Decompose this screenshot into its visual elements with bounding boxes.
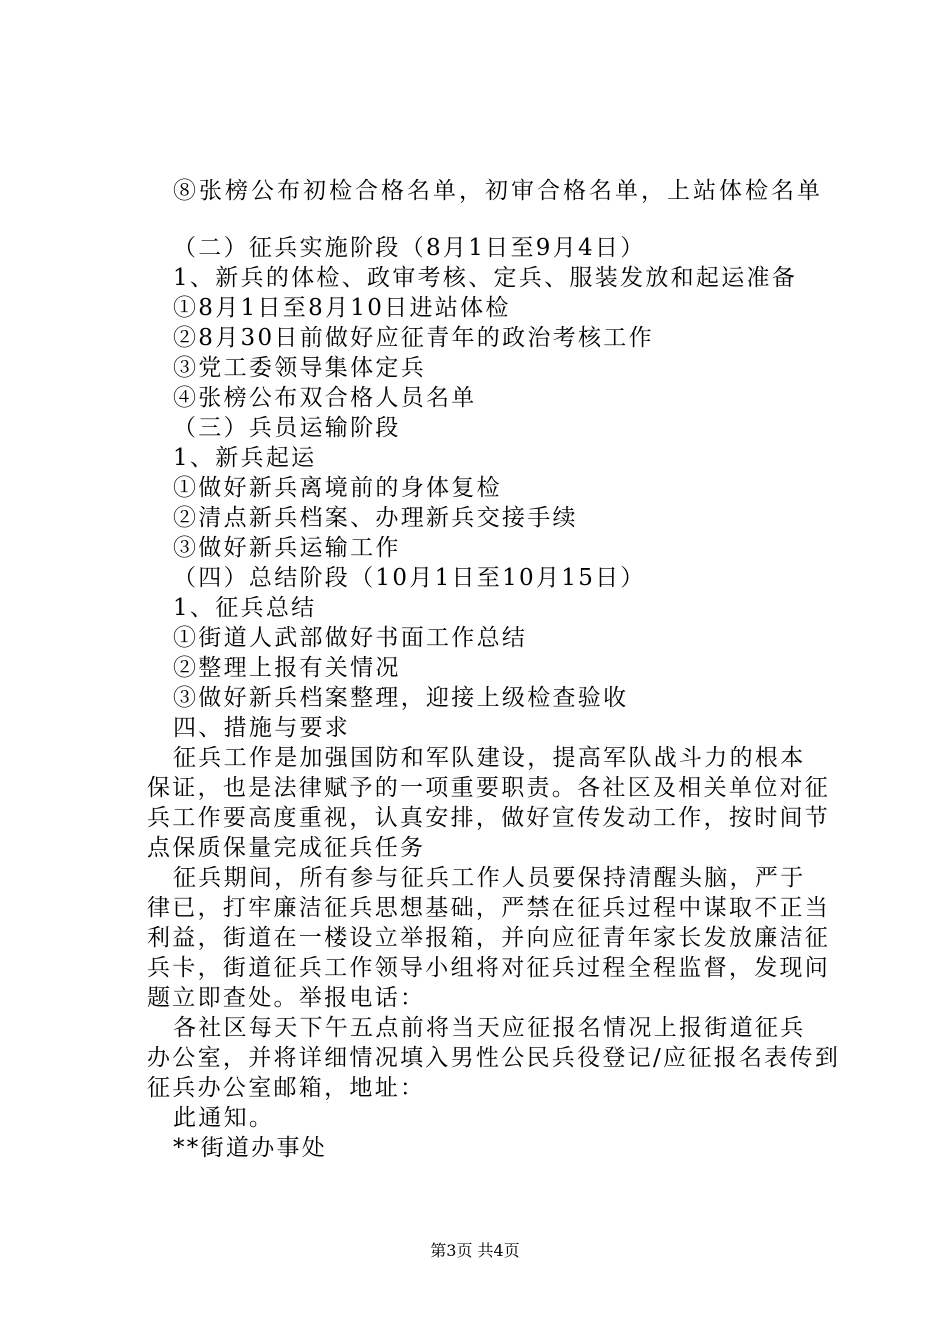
paragraph-line: 点保质保量完成征兵任务 <box>147 835 426 861</box>
paragraph-line: 保证，也是法律赋予的一项重要职责。各社区及相关单位对征 <box>147 775 831 801</box>
text-line: ①做好新兵离境前的身体复检 <box>173 475 502 501</box>
paragraph-line: 征兵工作是加强国防和军队建设，提高军队战斗力的根本 <box>173 745 806 771</box>
section-heading: 四、措施与要求 <box>173 715 351 741</box>
section-heading: （四）总结阶段（10月1日至10月15日） <box>173 565 646 591</box>
text-line: ③做好新兵运输工作 <box>173 535 401 561</box>
paragraph-line: 兵工作要高度重视，认真安排，做好宣传发动工作，按时间节 <box>147 805 831 831</box>
text-line: ①8月1日至8月10日进站体检 <box>173 295 511 321</box>
paragraph-line: 各社区每天下午五点前将当天应征报名情况上报街道征兵 <box>173 1015 806 1041</box>
paragraph-line: 题立即查处。举报电话： <box>147 985 426 1011</box>
closing-notice: 此通知。 <box>173 1105 275 1131</box>
paragraph-2 <box>147 863 835 1013</box>
text-line: 1、新兵起运 <box>173 445 317 471</box>
text-line: ③做好新兵档案整理，迎接上级检查验收 <box>173 685 629 711</box>
paragraph-line: 律已，打牢廉洁征兵思想基础，严禁在征兵过程中谋取不正当 <box>147 895 831 921</box>
text-line: ④张榜公布双合格人员名单 <box>173 385 477 411</box>
paragraph-1 <box>147 743 835 863</box>
signature: **街道办事处 <box>173 1135 328 1161</box>
text-line: 1、新兵的体检、政审考核、定兵、服装发放和起运准备 <box>173 265 798 291</box>
paragraph-line: 兵卡，街道征兵工作领导小组将对征兵过程全程监督，发现问 <box>147 955 831 981</box>
section-heading: （二）征兵实施阶段（8月1日至9月4日） <box>173 235 646 261</box>
paragraph-line: 征兵办公室邮箱，地址： <box>147 1075 426 1101</box>
text-line: ⑧张榜公布初检合格名单，初审合格名单，上站体检名单 <box>173 178 823 204</box>
text-line: ②8月30日前做好应征青年的政治考核工作 <box>173 325 654 351</box>
section-heading: （三）兵员运输阶段 <box>173 415 401 441</box>
text-line: ①街道人武部做好书面工作总结 <box>173 625 528 651</box>
document-body <box>147 176 841 1163</box>
paragraph-3 <box>147 1013 841 1103</box>
text-line: ②整理上报有关情况 <box>173 655 401 681</box>
text-line: 1、征兵总结 <box>173 595 317 621</box>
text-line: ③党工委领导集体定兵 <box>173 355 426 381</box>
text-line: ②清点新兵档案、办理新兵交接手续 <box>173 505 578 531</box>
paragraph-line: 征兵期间，所有参与征兵工作人员要保持清醒头脑，严于 <box>173 865 806 891</box>
paragraph-line: 办公室，并将详细情况填入男性公民兵役登记/应征报名表传到 <box>147 1045 841 1071</box>
paragraph-line: 利益，街道在一楼设立举报箱，并向应征青年家长发放廉洁征 <box>147 925 831 951</box>
page-footer: 第3页 共4页 <box>430 1241 520 1260</box>
